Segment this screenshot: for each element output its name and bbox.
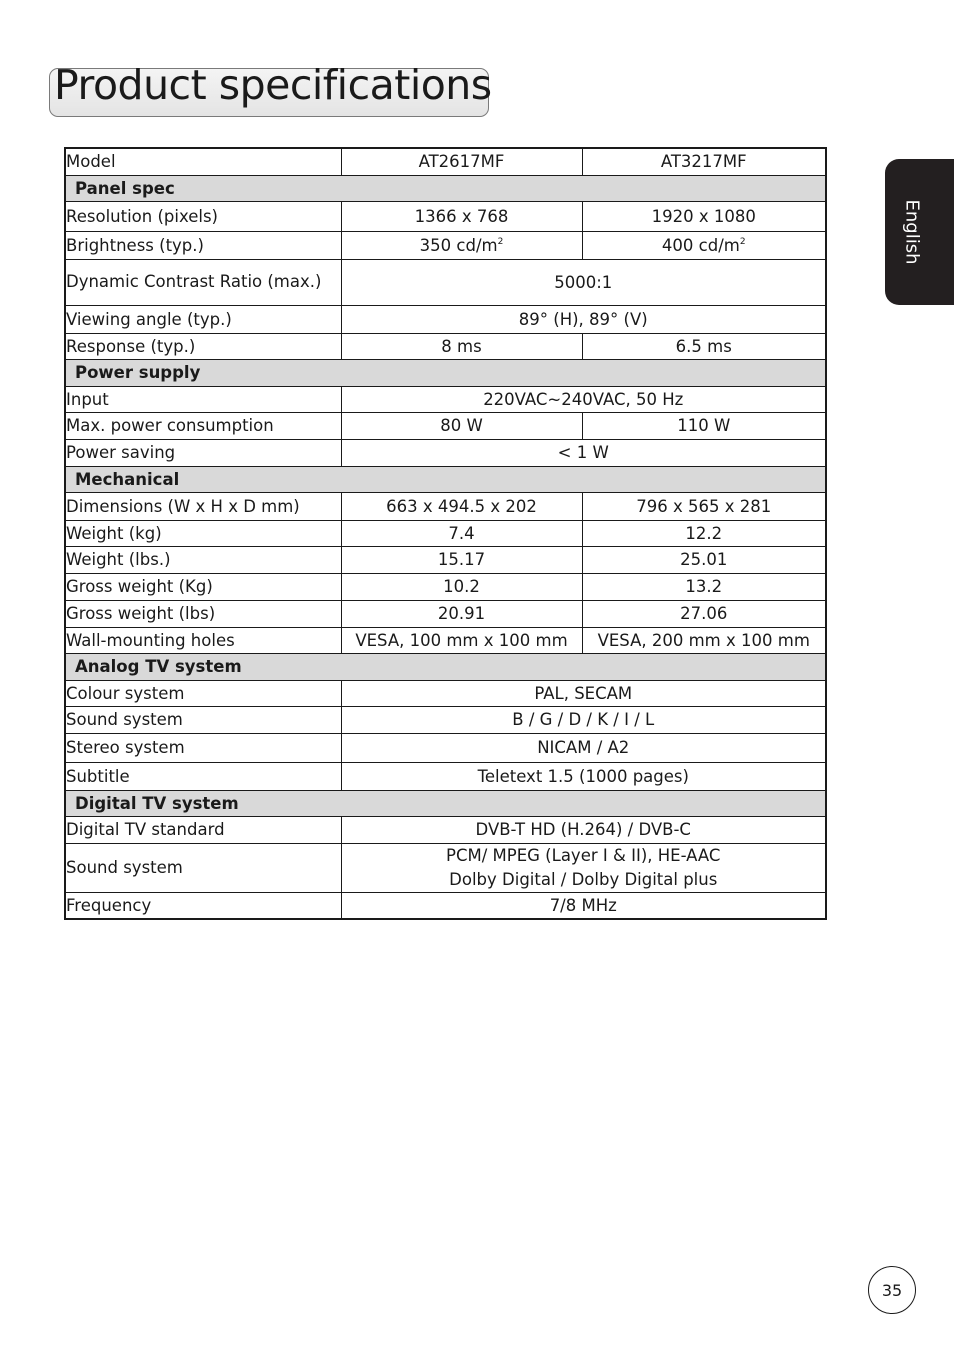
row-value: 1920 x 1080 (582, 201, 826, 231)
row-value: 220VAC~240VAC, 50 Hz (341, 386, 826, 412)
sound-format-line: PCM/ MPEG (Layer I & II), HE-AAC (446, 845, 721, 865)
section-panel-spec (65, 175, 826, 201)
section-analog-tv (65, 653, 826, 680)
table-row (65, 573, 826, 600)
table-row (65, 259, 826, 305)
row-label: Power saving (65, 439, 341, 466)
section-power-supply (65, 359, 826, 386)
row-value: 1366 x 768 (341, 201, 582, 231)
row-label: Subtitle (65, 762, 341, 790)
table-row (65, 305, 826, 333)
row-value: 13.2 (582, 573, 826, 600)
row-value (341, 231, 582, 259)
row-label: Sound system (65, 706, 341, 733)
row-value: 20.91 (341, 600, 582, 627)
section-heading: Digital TV system (65, 790, 826, 816)
table-row (65, 520, 826, 546)
table-row (65, 627, 826, 653)
row-label: Dynamic Contrast Ratio (max.) (65, 259, 341, 305)
page-title: Product specifications (54, 61, 492, 109)
model-label: Model (65, 148, 341, 175)
section-heading: Analog TV system (65, 653, 826, 680)
row-label: Viewing angle (typ.) (65, 305, 341, 333)
row-value: 15.17 (341, 546, 582, 573)
model-name-2: AT3217MF (582, 148, 826, 175)
brightness-value-1: 350 cd/m (419, 235, 498, 255)
row-value: PAL, SECAM (341, 680, 826, 706)
row-label: Weight (kg) (65, 520, 341, 546)
section-mechanical (65, 466, 826, 492)
table-row (65, 892, 826, 919)
row-label: Stereo system (65, 733, 341, 762)
row-value: VESA, 100 mm x 100 mm (341, 627, 582, 653)
row-value: 12.2 (582, 520, 826, 546)
superscript: 2 (497, 236, 504, 247)
model-name-1: AT2617MF (341, 148, 582, 175)
row-value: 80 W (341, 412, 582, 439)
table-row (65, 231, 826, 259)
table-row (65, 439, 826, 466)
row-value: VESA, 200 mm x 100 mm (582, 627, 826, 653)
row-value (582, 231, 826, 259)
row-value: NICAM / A2 (341, 733, 826, 762)
row-value: 10.2 (341, 573, 582, 600)
row-value: DVB-T HD (H.264) / DVB-C (341, 816, 826, 843)
row-label: Gross weight (lbs) (65, 600, 341, 627)
row-value: < 1 W (341, 439, 826, 466)
row-value: 110 W (582, 412, 826, 439)
row-label: Digital TV standard (65, 816, 341, 843)
row-value: 6.5 ms (582, 333, 826, 359)
sound-format-line: Dolby Digital / Dolby Digital plus (449, 869, 718, 889)
row-label: Frequency (65, 892, 341, 919)
row-value: 663 x 494.5 x 202 (341, 492, 582, 520)
row-value: Teletext 1.5 (1000 pages) (341, 762, 826, 790)
table-row (65, 412, 826, 439)
row-label: Input (65, 386, 341, 412)
table-row (65, 546, 826, 573)
row-value: 25.01 (582, 546, 826, 573)
spec-table (64, 147, 827, 920)
table-row (65, 386, 826, 412)
row-label: Resolution (pixels) (65, 201, 341, 231)
section-digital-tv (65, 790, 826, 816)
row-value: 7/8 MHz (341, 892, 826, 919)
row-value: 5000:1 (341, 259, 826, 305)
section-heading: Mechanical (65, 466, 826, 492)
table-row (65, 843, 826, 892)
superscript: 2 (739, 236, 746, 247)
row-label: Gross weight (Kg) (65, 573, 341, 600)
brightness-value-2: 400 cd/m (661, 235, 740, 255)
row-value: 8 ms (341, 333, 582, 359)
table-row (65, 333, 826, 359)
row-label: Response (typ.) (65, 333, 341, 359)
row-label: Dimensions (W x H x D mm) (65, 492, 341, 520)
row-label: Wall-mounting holes (65, 627, 341, 653)
table-row (65, 733, 826, 762)
table-row (65, 762, 826, 790)
language-tab-label: English (901, 199, 923, 265)
table-row (65, 492, 826, 520)
section-heading: Panel spec (65, 175, 826, 201)
page-number: 35 (868, 1266, 916, 1314)
row-value: B / G / D / K / I / L (341, 706, 826, 733)
section-heading: Power supply (65, 359, 826, 386)
table-row (65, 706, 826, 733)
row-label: Brightness (typ.) (65, 231, 341, 259)
row-value (341, 843, 826, 892)
row-label: Colour system (65, 680, 341, 706)
row-value: 7.4 (341, 520, 582, 546)
row-value: 796 x 565 x 281 (582, 492, 826, 520)
row-value: 89° (H), 89° (V) (341, 305, 826, 333)
table-header-row (65, 148, 826, 175)
table-row (65, 680, 826, 706)
table-row (65, 816, 826, 843)
row-value: 27.06 (582, 600, 826, 627)
row-label: Max. power consumption (65, 412, 341, 439)
table-row (65, 600, 826, 627)
row-label: Weight (lbs.) (65, 546, 341, 573)
table-row (65, 201, 826, 231)
row-label: Sound system (65, 843, 341, 892)
